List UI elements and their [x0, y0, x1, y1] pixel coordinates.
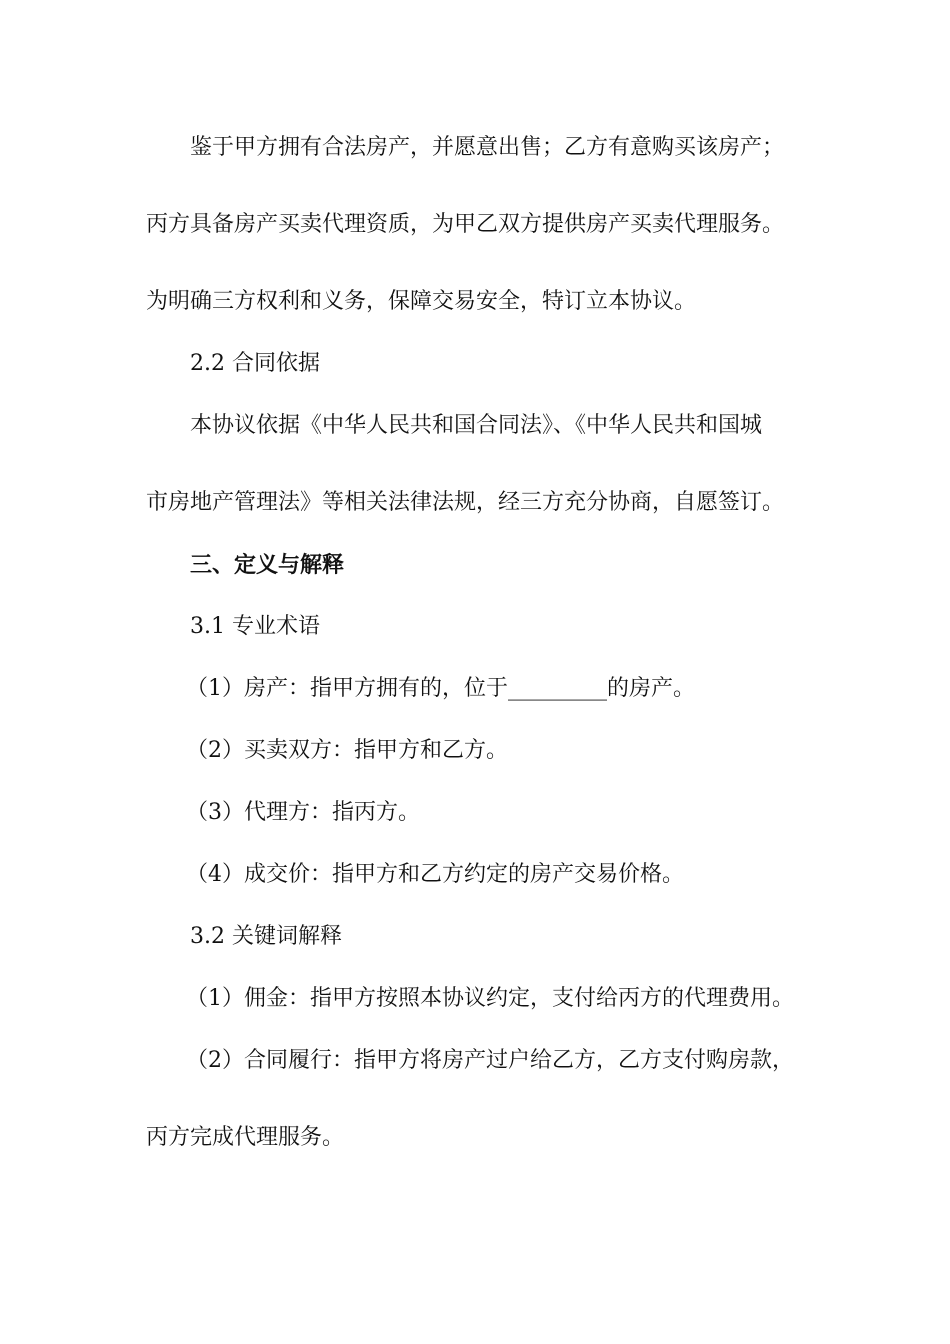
list-item: （2）合同履行：指甲方将房产过户给乙方，乙方支付购房款，	[186, 1048, 794, 1073]
list-item: （3）代理方：指丙方。	[186, 800, 420, 825]
section-heading-2-2: 2.2 合同依据	[190, 351, 320, 376]
list-item: （4）成交价：指甲方和乙方约定的房产交易价格。	[186, 862, 684, 887]
paragraph-line: 丙方具备房产买卖代理资质，为甲乙双方提供房产买卖代理服务。	[146, 212, 785, 237]
list-item: （1）佣金：指甲方按照本协议约定，支付给丙方的代理费用。	[186, 986, 794, 1011]
paragraph-line: 本协议依据《中华人民共和国合同法》、《中华人民共和国城	[190, 413, 763, 438]
paragraph-line: 市房地产管理法》等相关法律法规，经三方充分协商，自愿签订。	[146, 490, 785, 515]
section-heading-3-2: 3.2 关键词解释	[190, 924, 342, 949]
chapter-heading-3: 三、定义与解释	[190, 552, 345, 578]
paragraph-line: 丙方完成代理服务。	[146, 1125, 345, 1150]
section-heading-3-1: 3.1 专业术语	[190, 614, 320, 639]
list-item: （1）房产：指甲方拥有的，位于_________的房产。	[186, 676, 695, 701]
paragraph-line: 鉴于甲方拥有合法房产，并愿意出售；乙方有意购买该房产；	[190, 135, 785, 160]
list-item: （2）买卖双方：指甲方和乙方。	[186, 738, 508, 763]
paragraph-line: 为明确三方权利和义务，保障交易安全，特订立本协议。	[146, 289, 697, 314]
